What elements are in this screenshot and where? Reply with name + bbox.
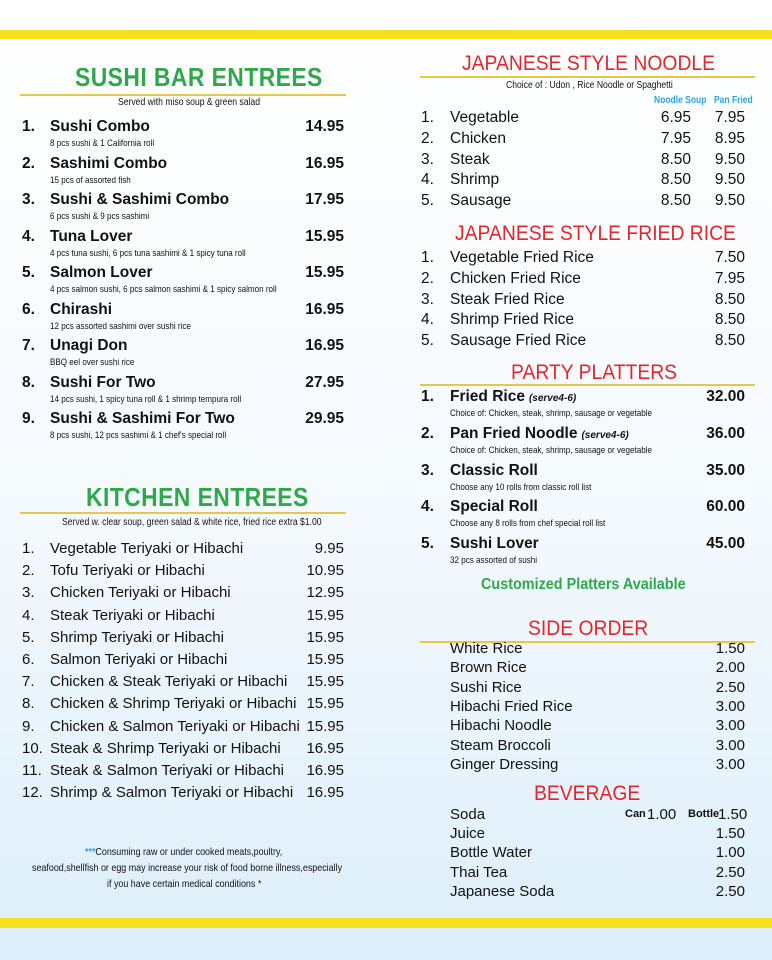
noodle-item-number: 2. — [421, 129, 434, 147]
side-item-price: 1.50 — [715, 640, 745, 657]
sushi-item-description: 12 pcs assorted sashimi over sushi rice — [50, 320, 191, 332]
party-item-number: 1. — [421, 388, 434, 405]
party-item — [405, 388, 772, 422]
fried-rice-item-number: 2. — [421, 269, 434, 287]
fried-rice-item-number: 3. — [421, 290, 434, 308]
beverage-item — [405, 825, 772, 844]
party-item-name: Fried Rice — [450, 388, 525, 405]
sushi-item-name: Sushi Combo — [50, 118, 150, 135]
pan-fried-price: 9.50 — [714, 171, 745, 189]
sushi-item-price: 17.95 — [305, 191, 344, 208]
kitchen-item-number: 11. — [22, 762, 42, 779]
fried-rice-item-price: 8.50 — [714, 311, 745, 329]
side-item-name: Sushi Rice — [450, 678, 522, 696]
kitchen-item-number: 5. — [22, 628, 35, 646]
party-item — [405, 425, 772, 459]
party-item — [405, 498, 772, 532]
sushi-item-name: Sushi & Sashimi For Two — [50, 410, 235, 427]
party-item — [405, 462, 772, 496]
party-item-name-group — [450, 388, 576, 406]
fried-rice-item — [405, 332, 772, 352]
beverage-title: BEVERAGE — [534, 782, 641, 805]
party-item-name: Special Roll — [450, 498, 538, 516]
kitchen-item-name: Chicken & Shrimp Teriyaki or Hibachi — [50, 695, 297, 713]
side-item — [405, 698, 772, 717]
disclaimer-line-1 — [85, 846, 282, 858]
party-item-name-group — [450, 535, 539, 553]
beverage-item-name: Japanese Soda — [450, 882, 555, 900]
sushi-item-description: 8 pcs sushi, 12 pcs sashimi & 1 chef's special roll — [50, 430, 227, 441]
sushi-item-price: 27.95 — [305, 373, 344, 391]
kitchen-item-price: 15.95 — [306, 717, 344, 735]
kitchen-item-number: 3. — [22, 584, 35, 602]
party-item-serve: (serve4-6) — [581, 429, 629, 441]
kitchen-item — [0, 695, 375, 715]
kitchen-item-name: Steak & Salmon Teriyaki or Hibachi — [50, 762, 284, 779]
kitchen-item-price: 15.95 — [306, 628, 344, 646]
kitchen-item-name: Chicken & Steak Teriyaki or Hibachi — [50, 673, 288, 691]
party-item — [405, 535, 772, 569]
side-item-name: White Rice — [450, 640, 523, 657]
side-item — [405, 717, 772, 736]
kitchen-item — [0, 762, 375, 782]
side-item-name: Brown Rice — [450, 659, 527, 677]
side-item-price: 3.00 — [715, 755, 745, 773]
party-item-number: 3. — [421, 461, 434, 479]
kitchen-item-name: Vegetable Teriyaki or Hibachi — [50, 540, 244, 557]
side-item — [405, 640, 772, 659]
sushi-item-number: 9. — [22, 410, 35, 427]
noodle-soup-price: 8.50 — [660, 192, 691, 210]
sushi-item-name: Sashimi Combo — [50, 154, 168, 172]
noodle-soup-price: 6.95 — [660, 109, 691, 126]
fried-rice-item-name: Chicken Fried Rice — [450, 269, 581, 287]
sushi-item-description: 14 pcs sushi, 1 spicy tuna roll & 1 shrimp tempura roll — [50, 393, 242, 405]
kitchen-item — [0, 607, 375, 627]
side-item — [405, 679, 772, 698]
noodle-item-name: Chicken — [450, 129, 506, 147]
noodle-item-name: Sausage — [450, 192, 512, 210]
kitchen-item-price: 10.95 — [306, 562, 344, 580]
kitchen-item — [0, 718, 375, 738]
sushi-item-number: 1. — [22, 118, 35, 135]
kitchen-item — [0, 740, 375, 760]
kitchen-item-price: 16.95 — [306, 739, 344, 757]
beverage-item-price: 2.50 — [715, 863, 745, 881]
beverage-item-name: Thai Tea — [450, 863, 508, 881]
kitchen-item-number: 9. — [22, 717, 35, 735]
sushi-item — [0, 410, 375, 444]
fried-rice-item — [405, 291, 772, 311]
side-item-name: Ginger Dressing — [450, 755, 559, 773]
kitchen-item-name: Steak & Shrimp Teriyaki or Hibachi — [50, 739, 281, 757]
sushi-item-description: 4 pcs tuna sushi, 6 pcs tuna sashimi & 1 spicy tuna roll — [50, 247, 246, 259]
sushi-item-number: 7. — [22, 337, 35, 354]
fried-rice-item-name: Steak Fried Rice — [450, 290, 565, 308]
noodle-item-number: 3. — [421, 150, 434, 168]
party-item-name-group — [450, 425, 629, 443]
beverage-item — [405, 844, 772, 863]
beverage-item-name: Bottle Water — [450, 844, 532, 862]
fried-rice-item — [405, 249, 772, 269]
sushi-item-number: 4. — [22, 227, 35, 245]
kitchen-item-price: 15.95 — [306, 606, 344, 624]
party-item-description: Choose any 8 rolls from chef special roll list — [450, 518, 606, 530]
fried-rice-item-price: 7.50 — [714, 249, 745, 266]
beverage-item-price: 2.50 — [715, 882, 745, 900]
noodle-soup-price: 7.95 — [660, 129, 691, 147]
sushi-item-name: Sushi & Sashimi Combo — [50, 191, 230, 208]
sushi-item-price: 15.95 — [305, 227, 344, 245]
fried-rice-title: JAPANESE STYLE FRIED RICE — [455, 222, 736, 245]
kitchen-item-number: 4. — [22, 606, 35, 624]
can-price: 1.00 — [647, 806, 677, 823]
kitchen-item-price: 15.95 — [306, 673, 344, 691]
sushi-item — [0, 337, 375, 371]
sushi-item — [0, 374, 375, 408]
disclaimer-text-1: Consuming raw or under cooked meats,poultry, — [95, 846, 283, 858]
sushi-item-price: 14.95 — [305, 118, 344, 135]
noodle-item — [405, 171, 772, 191]
sushi-item-number: 8. — [22, 373, 35, 391]
noodle-item-name: Vegetable — [450, 109, 519, 126]
side-item — [405, 756, 772, 775]
fried-rice-item — [405, 270, 772, 290]
sushi-item — [0, 118, 375, 152]
sushi-item-description: 8 pcs sushi & 1 California roll — [50, 138, 155, 149]
noodle-note: Choice of : Udon , Rice Noodle or Spaghetti — [506, 80, 673, 91]
party-item-description: Choice of: Chicken, steak, shrimp, sausage or vegetable — [450, 408, 652, 419]
fried-rice-item-price: 7.95 — [714, 269, 745, 287]
sushi-item-name: Sushi For Two — [50, 373, 156, 391]
kitchen-item-price: 15.95 — [306, 651, 344, 668]
can-label: Can — [625, 808, 646, 820]
beverage-item — [405, 864, 772, 883]
party-item-description: Choice of: Chicken, steak, shrimp, sausage or vegetable — [450, 444, 652, 456]
kitchen-item-name: Salmon Teriyaki or Hibachi — [50, 651, 228, 668]
sushi-item-number: 5. — [22, 264, 35, 281]
kitchen-item-number: 2. — [22, 562, 35, 580]
kitchen-item — [0, 651, 375, 671]
sushi-item-name: Tuna Lover — [50, 227, 133, 245]
kitchen-item — [0, 784, 375, 804]
party-item-serve: (serve4-6) — [528, 393, 577, 404]
side-item-name: Hibachi Noodle — [450, 717, 552, 735]
noodle-item — [405, 130, 772, 150]
fried-rice-item-name: Shrimp Fried Rice — [450, 311, 575, 329]
beverage-item-price: 1.00 — [715, 844, 745, 862]
noodle-item-number: 4. — [421, 171, 434, 189]
kitchen-item-name: Chicken Teriyaki or Hibachi — [50, 584, 231, 602]
sushi-item-number: 2. — [22, 154, 35, 172]
noodle-item — [405, 109, 772, 129]
noodle-item — [405, 192, 772, 212]
fried-rice-item-number: 4. — [421, 311, 434, 329]
sushi-item — [0, 264, 375, 298]
fried-rice-item-name: Vegetable Fried Rice — [450, 249, 594, 266]
party-item-name-group — [450, 498, 538, 516]
fried-rice-item-price: 8.50 — [714, 332, 745, 350]
disclaimer-line-2: seafood,shellfish or egg may increase your risk of food borne illness,especially — [32, 862, 343, 874]
party-item-number: 5. — [421, 535, 434, 553]
sushi-bar-rule — [20, 94, 346, 96]
sushi-item-number: 6. — [22, 300, 35, 318]
noodle-title: JAPANESE STYLE NOODLE — [462, 52, 716, 75]
pan-fried-header: Pan Fried — [714, 95, 753, 106]
side-item-price: 3.00 — [715, 736, 745, 754]
noodle-item-number: 5. — [421, 192, 434, 210]
party-item-name: Sushi Lover — [450, 535, 539, 553]
side-item-price: 2.50 — [715, 678, 745, 696]
party-item-price: 45.00 — [706, 535, 745, 553]
sushi-item-price: 16.95 — [305, 300, 344, 318]
sushi-item-name: Unagi Don — [50, 337, 128, 354]
side-item-price: 2.00 — [715, 659, 745, 677]
kitchen-item-number: 7. — [22, 673, 35, 691]
kitchen-item-price: 16.95 — [306, 762, 344, 779]
sushi-item-description: 4 pcs salmon sushi, 6 pcs salmon sashimi & 1 spicy salmon roll — [50, 284, 277, 295]
sushi-item-price: 15.95 — [305, 264, 344, 281]
beverage-item — [405, 883, 772, 902]
side-item — [405, 659, 772, 678]
party-item-price: 60.00 — [706, 498, 745, 516]
sushi-item-description: 15 pcs of assorted fish — [50, 174, 131, 186]
pan-fried-price: 9.50 — [714, 150, 745, 168]
party-item-number: 2. — [421, 424, 434, 442]
side-item — [405, 737, 772, 756]
sushi-item-description: 6 pcs sushi & 9 pcs sashimi — [50, 211, 150, 222]
soda-name: Soda — [450, 806, 486, 823]
kitchen-item-price: 12.95 — [306, 584, 344, 602]
noodle-item-name: Steak — [450, 150, 490, 168]
pan-fried-price: 8.95 — [714, 129, 745, 147]
sushi-item-name: Salmon Lover — [50, 264, 153, 281]
sushi-item-price: 16.95 — [305, 337, 344, 354]
kitchen-item-number: 1. — [22, 540, 35, 557]
kitchen-item-price: 15.95 — [306, 695, 344, 713]
noodle-rule — [420, 76, 755, 78]
kitchen-item-number: 10. — [22, 739, 43, 757]
party-rule — [420, 384, 755, 386]
party-item-number: 4. — [421, 498, 434, 516]
sushi-item-price: 16.95 — [305, 154, 344, 172]
party-item-name: Classic Roll — [450, 461, 538, 479]
side-item-name: Hibachi Fried Rice — [450, 697, 573, 715]
kitchen-item — [0, 673, 375, 693]
side-item-price: 3.00 — [715, 697, 745, 715]
kitchen-note: Served w. clear soup, green salad & white rice, fried rice extra $1.00 — [62, 517, 322, 528]
bottom-yellow-band — [0, 918, 772, 928]
fried-rice-item-number: 5. — [421, 332, 434, 350]
sushi-item-description: BBQ eel over sushi rice — [50, 357, 135, 368]
kitchen-rule — [20, 512, 346, 514]
kitchen-item-name: Tofu Teriyaki or Hibachi — [50, 562, 205, 580]
disclaimer-mark: *** — [85, 846, 96, 858]
pan-fried-price: 7.95 — [714, 109, 745, 126]
kitchen-item — [0, 629, 375, 649]
side-title: SIDE ORDER — [528, 617, 649, 640]
kitchen-item — [0, 540, 375, 560]
sushi-item — [0, 155, 375, 189]
kitchen-item-number: 8. — [22, 695, 35, 713]
party-item-name-group — [450, 462, 538, 480]
fried-rice-item-number: 1. — [421, 249, 434, 266]
beverage-item-name: Juice — [450, 825, 486, 842]
bottle-label: Bottle — [688, 808, 720, 820]
kitchen-item-name: Chicken & Salmon Teriyaki or Hibachi — [50, 717, 300, 735]
party-item-price: 35.00 — [706, 461, 745, 479]
bottle-price: 1.50 — [718, 806, 748, 823]
noodle-item-number: 1. — [421, 109, 434, 126]
sushi-item — [0, 191, 375, 225]
noodle-item-name: Shrimp — [450, 171, 500, 189]
sushi-item-name: Chirashi — [50, 300, 113, 318]
sushi-item — [0, 301, 375, 335]
party-item-description: 32 pcs assorted of sushi — [450, 555, 538, 567]
party-item-name: Pan Fried Noodle — [450, 424, 578, 442]
kitchen-item-price: 9.95 — [314, 540, 344, 557]
sushi-item — [0, 228, 375, 262]
noodle-soup-price: 8.50 — [660, 150, 691, 168]
sushi-item-number: 3. — [22, 191, 35, 208]
fried-rice-item-name: Sausage Fried Rice — [450, 332, 587, 350]
sushi-item-price: 29.95 — [305, 410, 344, 427]
kitchen-item-number: 6. — [22, 651, 35, 668]
noodle-item — [405, 151, 772, 171]
party-item-price: 36.00 — [706, 424, 745, 442]
side-item-price: 3.00 — [715, 717, 745, 735]
pan-fried-price: 9.50 — [714, 192, 745, 210]
kitchen-title: KITCHEN ENTREES — [86, 482, 309, 512]
sushi-bar-title: SUSHI BAR ENTREES — [75, 62, 323, 92]
party-item-price: 32.00 — [706, 388, 745, 405]
customized-platters-note: Customized Platters Available — [481, 576, 686, 593]
top-yellow-band — [0, 30, 772, 39]
kitchen-item — [0, 562, 375, 582]
side-item-name: Steam Broccoli — [450, 736, 551, 754]
noodle-soup-header: Noodle Soup — [654, 95, 707, 106]
noodle-soup-price: 8.50 — [660, 171, 691, 189]
kitchen-item — [0, 584, 375, 604]
kitchen-item-price: 16.95 — [306, 784, 344, 802]
kitchen-item-name: Steak Teriyaki or Hibachi — [50, 606, 215, 624]
party-title: PARTY PLATTERS — [511, 361, 678, 384]
party-item-description: Choose any 10 rolls from classic roll list — [450, 481, 592, 493]
kitchen-item-name: Shrimp & Salmon Teriyaki or Hibachi — [50, 784, 294, 802]
kitchen-item-number: 12. — [22, 784, 43, 802]
fried-rice-item — [405, 311, 772, 331]
fried-rice-item-price: 8.50 — [714, 290, 745, 308]
sushi-bar-note: Served with miso soup & green salad — [118, 97, 260, 108]
kitchen-item-name: Shrimp Teriyaki or Hibachi — [50, 628, 224, 646]
beverage-item-price: 1.50 — [715, 825, 745, 842]
disclaimer-line-3: if you have certain medical conditions * — [107, 878, 262, 890]
